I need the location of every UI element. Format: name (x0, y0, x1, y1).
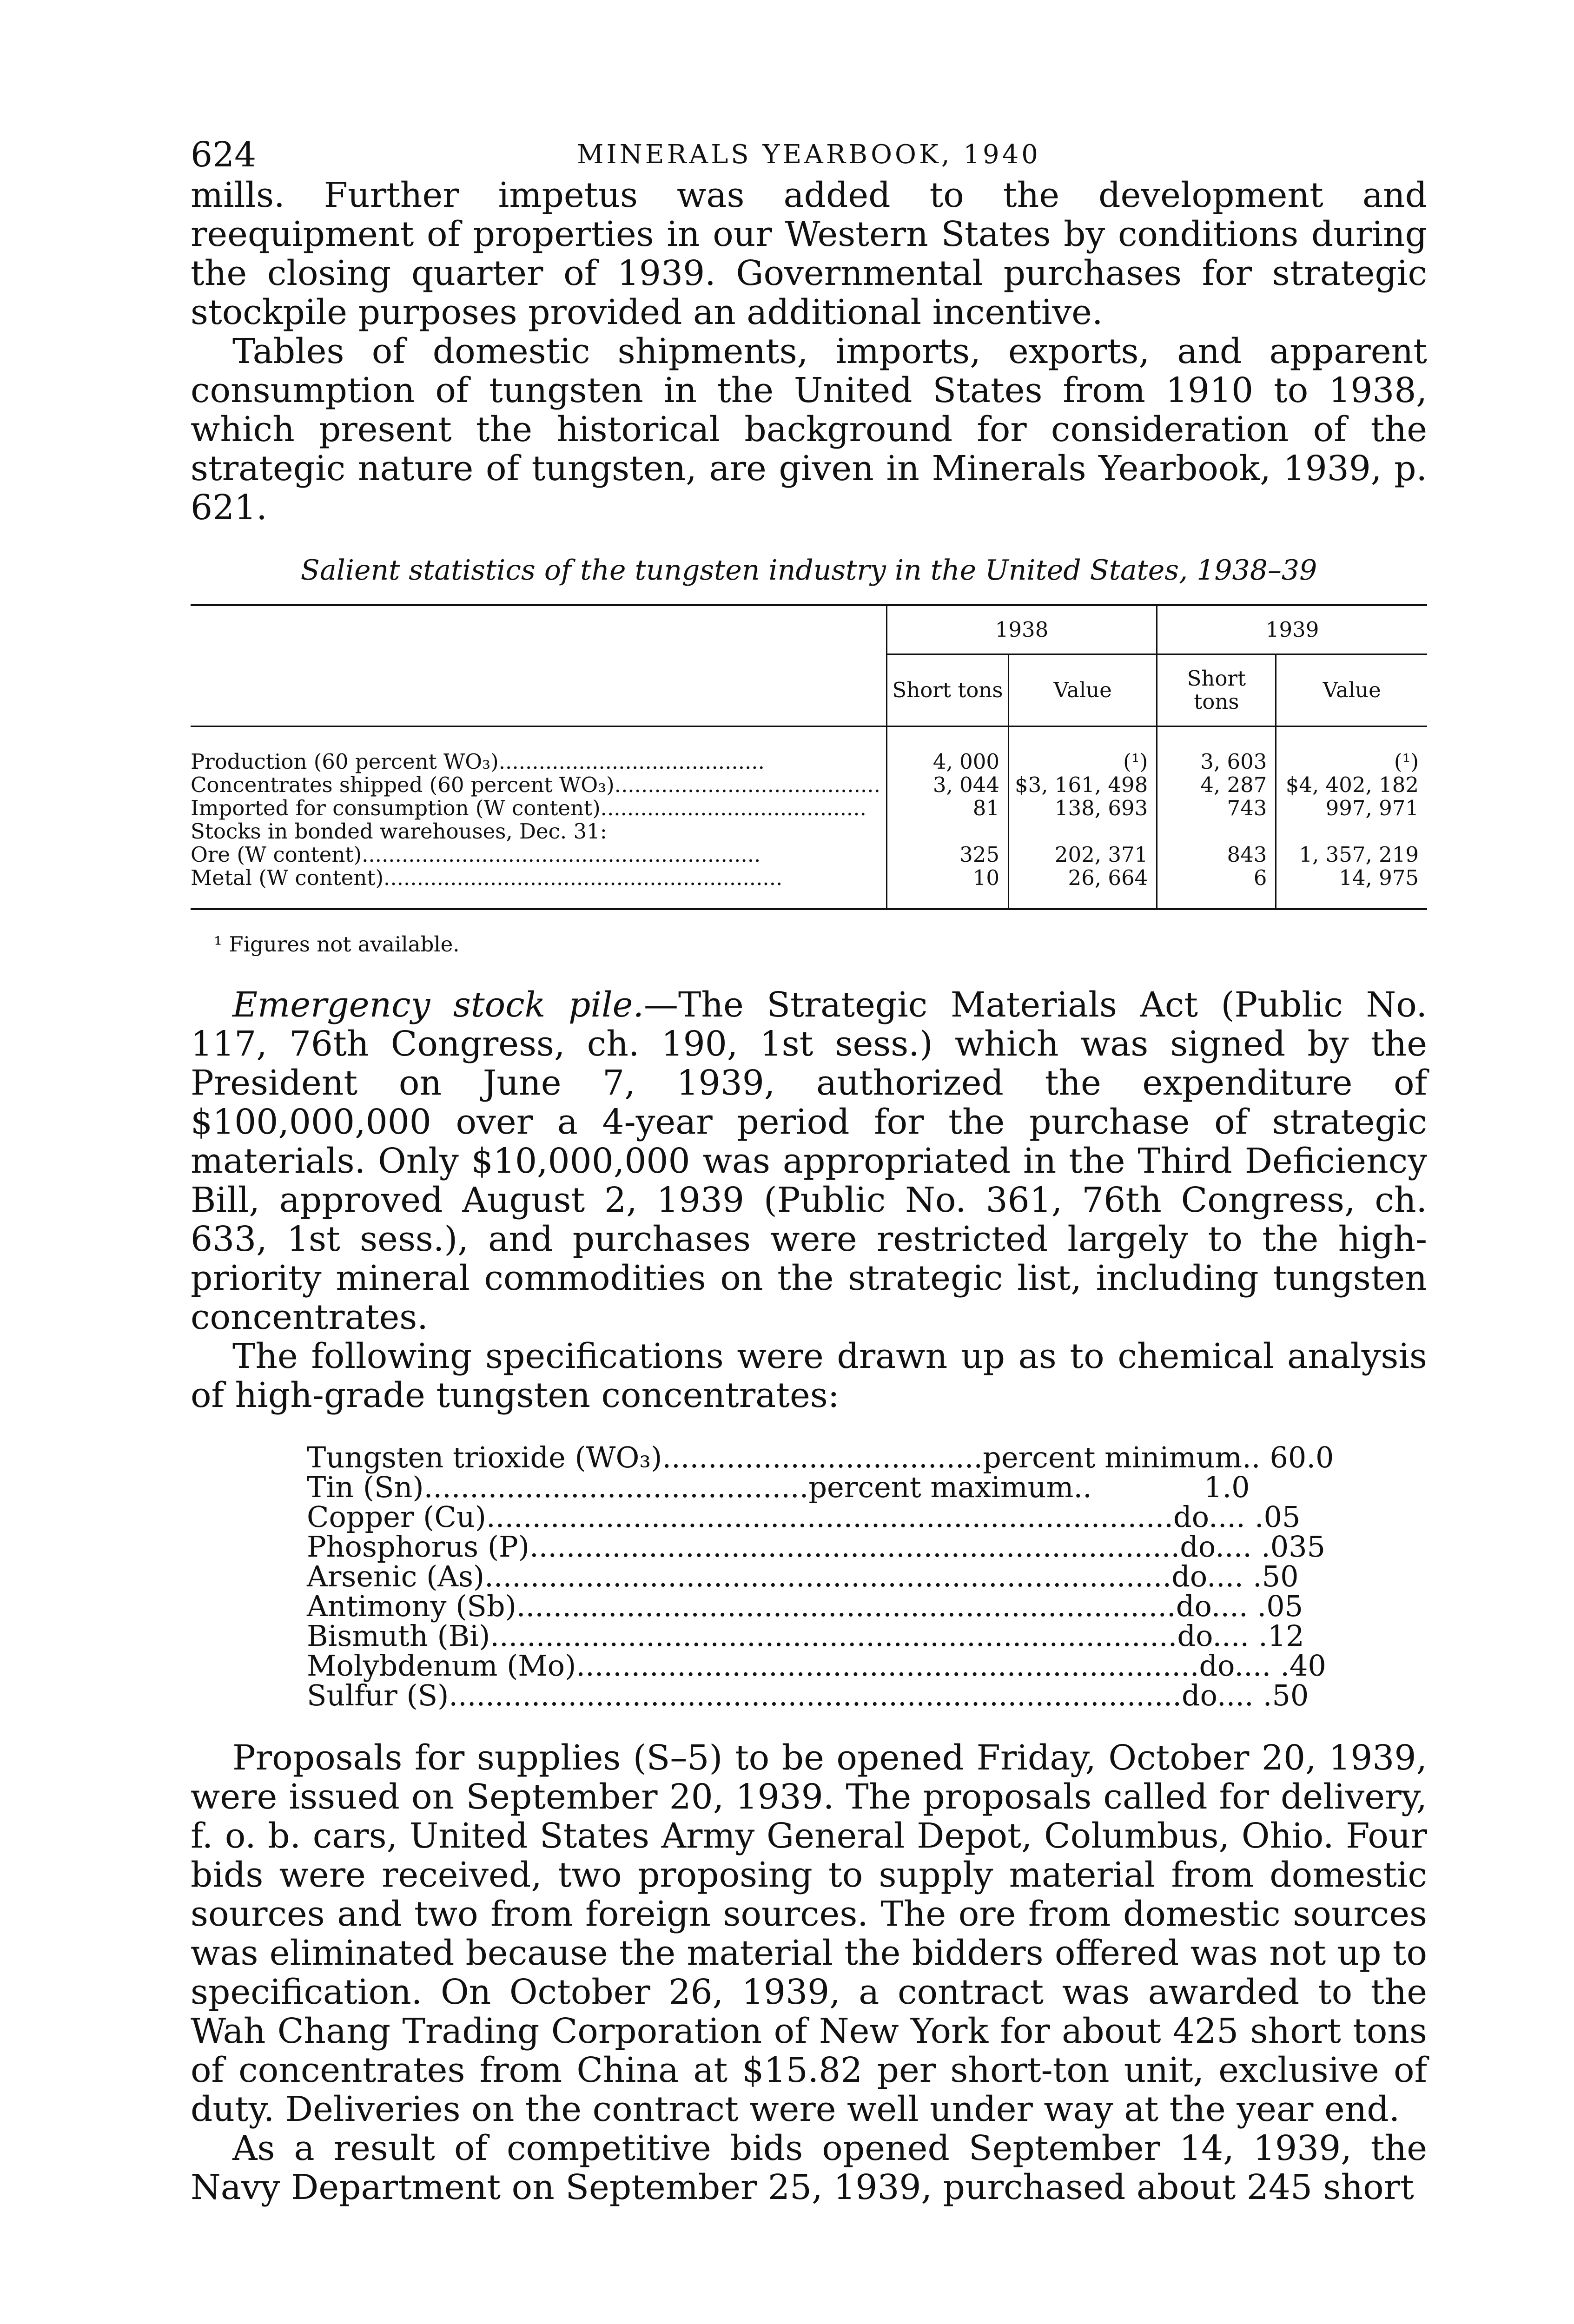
table-row (191, 820, 1427, 843)
list-item: Bismuth (Bi)...........................................................................do.... .12 (307, 1619, 1304, 1653)
spec-value: .50 (1252, 1559, 1299, 1593)
header-value-1938: Value (1009, 654, 1157, 726)
row-label: Imported for consumption (W content)........................................ (191, 796, 866, 820)
row-label: Production (60 percent WO₃)........................................ (191, 749, 765, 774)
paragraph-4: The following specifications were drawn up as to chemical analysis of high-grade tungsten concentrates: (191, 1336, 1427, 1415)
list-item: Phosphorus (P).......................................................................do.... .035 (307, 1530, 1326, 1564)
spec-value: 60.0 (1270, 1440, 1334, 1474)
cell-value-1939: 14, 975 (1276, 866, 1427, 909)
header-year-1939: 1939 (1157, 605, 1427, 654)
cell-value-1938: 138, 693 (1009, 797, 1157, 820)
cell-tons-1938: 3, 044 (886, 773, 1008, 797)
paragraph-5: Proposals for supplies (S–5) to be opened Friday, October 20, 1939, were issued on September 20, 1939. The proposals called for delivery, f. o. b. cars, United States Army General Depot, Columbus, Ohio. Four bids were received, two proposing to supply material from domestic sources and two from foreign sources. The ore from domestic sources was eliminated because the material the bidders offered was not up to specification. On October 26, 1939, a contract was awarded to the Wah Chang Trading Corporation of New York for about 425 short tons of concentrates from China at $15.82 per short-ton unit, exclusive of duty. Deliveries on the contract were well under way at the year end. (191, 1738, 1427, 2129)
cell-tons-1939: 4, 287 (1157, 773, 1276, 797)
cell-tons-1938 (886, 820, 1008, 843)
spec-value: .50 (1263, 1678, 1309, 1712)
table-row (191, 866, 1427, 909)
table-header-years (191, 605, 1427, 654)
row-label: Stocks in bonded warehouses, Dec. 31: (191, 819, 607, 844)
cell-tons-1938: 4, 000 (886, 726, 1008, 774)
cell-value-1938: (¹) (1009, 726, 1157, 774)
header-value-1939: Value (1276, 654, 1427, 726)
paragraph-1: mills. Further impetus was added to the development and reequipment of properties in our Western States by conditions during the closing quarter of 1939. Governmental purchases for strategic stockpile purposes provided an additional incentive. (191, 175, 1427, 332)
document-page (191, 121, 1427, 2207)
table-row (191, 843, 1427, 866)
cell-value-1939: $4, 402, 182 (1276, 773, 1427, 797)
spec-value: .12 (1258, 1619, 1304, 1653)
spec-value: .035 (1261, 1530, 1326, 1564)
spec-value: .05 (1254, 1500, 1301, 1534)
spec-value: 1.0 (1204, 1470, 1250, 1504)
cell-tons-1939: 3, 603 (1157, 726, 1276, 774)
cell-tons-1938: 10 (886, 866, 1008, 909)
specifications-list (307, 1440, 1334, 1712)
header-short-tons-1939: Short tons (1157, 654, 1276, 726)
paragraph-6: As a result of competitive bids opened September 14, 1939, the Navy Department on September 25, 1939, purchased about 245 short (191, 2128, 1427, 2207)
row-label: Concentrates shipped (60 percent WO₃)........................................ (191, 772, 880, 797)
cell-value-1939: (¹) (1276, 726, 1427, 774)
cell-value-1938 (1009, 820, 1157, 843)
cell-tons-1939 (1157, 820, 1276, 843)
cell-value-1938: 26, 664 (1009, 866, 1157, 909)
row-label: Ore (W content)............................................................ (191, 842, 761, 867)
page-header (191, 121, 1427, 175)
salient-statistics-table (191, 604, 1427, 910)
cell-tons-1938: 325 (886, 843, 1008, 866)
list-item: Sulfur (S)................................................................................do.... .50 (307, 1678, 1309, 1712)
cell-value-1939: 1, 357, 219 (1276, 843, 1427, 866)
paragraph-2: Tables of domestic shipments, imports, exports, and apparent consumption of tungsten in the United States from 1910 to 1938, which present the historical background for consideration of the strategic nature of tungsten, are given in Minerals Yearbook, 1939, p. 621. (191, 331, 1427, 528)
header-short-tons-1938: Short tons (886, 654, 1008, 726)
list-item: Tin (Sn)..........................................percent maximum.. 1.0 (307, 1472, 1274, 1502)
cell-tons-1939: 6 (1157, 866, 1276, 909)
table-header-blank (191, 605, 886, 726)
table-row (191, 797, 1427, 820)
cell-tons-1939: 843 (1157, 843, 1276, 866)
cell-value-1939: 997, 971 (1276, 797, 1427, 820)
list-item: Antimony (Sb)........................................................................do.... .05 (307, 1589, 1303, 1623)
list-item: Arsenic (As)...........................................................................do.... .50 (307, 1559, 1299, 1593)
table-row (191, 726, 1427, 774)
cell-tons-1939: 743 (1157, 797, 1276, 820)
table-footnote: ¹ Figures not available. (214, 932, 460, 957)
row-label: Metal (W content)............................................................ (191, 865, 783, 890)
table-row (191, 773, 1427, 797)
table-caption: Salient statistics of the tungsten industry in the United States, 1938–39 (300, 554, 1317, 587)
list-item: Copper (Cu)...........................................................................do.... .05 (307, 1500, 1301, 1534)
paragraph-emergency-stock-pile: Emergency stock pile.—The Strategic Materials Act (Public No. 117, 76th Congress, ch. 190, 1st sess.) which was signed by the President on June 7, 1939, authorized the expenditure of $100,000,000 over a 4-year period for the purchase of strategic materials. Only $10,000,000 was appropriated in the Third Deficiency Bill, approved August 2, 1939 (Public No. 361, 76th Congress, ch. 633, 1st sess.), and purchases were restricted largely to the high-priority mineral commodities on the strategic list, including tungsten concentrates. (191, 985, 1427, 1337)
page-number: 624 (191, 135, 257, 175)
running-title: MINERALS YEARBOOK, 1940 (577, 139, 1041, 170)
cell-value-1939 (1276, 820, 1427, 843)
spec-value: .40 (1280, 1649, 1326, 1683)
cell-value-1938: 202, 371 (1009, 843, 1157, 866)
cell-tons-1938: 81 (886, 797, 1008, 820)
list-item: Tungsten trioxide (WO₃)...................................percent minimum.. 60.0 (307, 1440, 1334, 1474)
header-year-1938: 1938 (886, 605, 1157, 654)
list-item: Molybdenum (Mo)....................................................................do.... .40 (307, 1649, 1326, 1683)
cell-value-1938: $3, 161, 498 (1009, 773, 1157, 797)
section-heading: Emergency stock pile. (232, 985, 644, 1025)
spec-value: .05 (1257, 1589, 1303, 1623)
